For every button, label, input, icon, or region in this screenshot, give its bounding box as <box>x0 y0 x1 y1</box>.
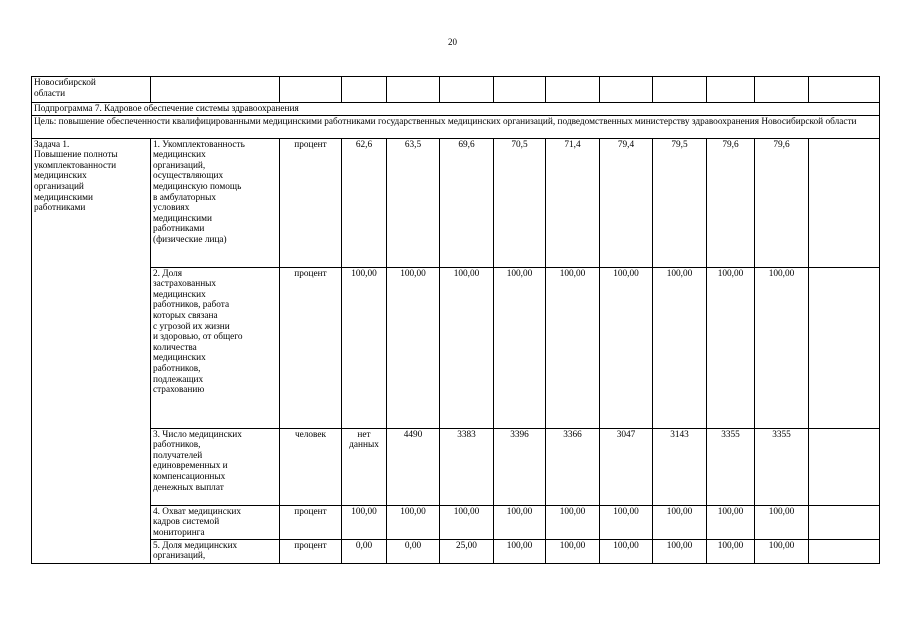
value-cell: 0,00 <box>342 539 387 563</box>
value-cell: 100,00 <box>653 505 707 539</box>
value-cell: 3355 <box>707 428 755 505</box>
value-cell: 4490 <box>387 428 440 505</box>
value-cell: 3355 <box>755 428 809 505</box>
value-cell: 3143 <box>653 428 707 505</box>
value-cell <box>809 539 880 563</box>
indicator-cell: 3. Число медицинских работников, получателей единовременных и компенсационных денежных выплат <box>151 428 280 505</box>
page-number: 20 <box>448 37 457 47</box>
region-label-cell: Новосибирской области <box>32 77 151 103</box>
empty-cell <box>494 77 546 103</box>
value-cell: 25,00 <box>440 539 494 563</box>
value-cell: нет данных <box>342 428 387 505</box>
value-cell: 100,00 <box>494 505 546 539</box>
table-row <box>32 267 880 428</box>
unit-cell: человек <box>280 428 342 505</box>
value-cell: 3383 <box>440 428 494 505</box>
empty-cell <box>440 77 494 103</box>
value-cell: 3396 <box>494 428 546 505</box>
value-cell <box>809 138 880 267</box>
empty-cell <box>707 77 755 103</box>
value-cell: 79,6 <box>707 138 755 267</box>
value-cell: 100,00 <box>755 267 809 428</box>
unit-cell: процент <box>280 505 342 539</box>
value-cell: 63,5 <box>387 138 440 267</box>
value-cell: 79,5 <box>653 138 707 267</box>
value-cell: 3047 <box>600 428 653 505</box>
value-cell: 100,00 <box>755 539 809 563</box>
value-cell: 100,00 <box>440 505 494 539</box>
indicator-cell: 1. Укомплектованность медицинских организаций, осуществляющих медицинскую помощь в амбулаторных условиях медицинскими работниками (физические лица) <box>151 138 280 267</box>
value-cell <box>809 428 880 505</box>
empty-cell <box>653 77 707 103</box>
value-cell: 100,00 <box>546 539 600 563</box>
empty-cell <box>280 77 342 103</box>
value-cell: 79,6 <box>755 138 809 267</box>
value-cell: 100,00 <box>707 505 755 539</box>
unit-cell: процент <box>280 138 342 267</box>
value-cell: 100,00 <box>600 539 653 563</box>
table-row <box>32 428 880 505</box>
value-cell: 100,00 <box>707 539 755 563</box>
empty-cell <box>809 77 880 103</box>
unit-cell: процент <box>280 539 342 563</box>
table-row <box>32 103 880 116</box>
value-cell <box>809 505 880 539</box>
empty-cell <box>342 77 387 103</box>
value-cell: 100,00 <box>342 505 387 539</box>
value-cell: 70,5 <box>494 138 546 267</box>
value-cell: 100,00 <box>653 267 707 428</box>
value-cell: 100,00 <box>600 505 653 539</box>
value-cell: 71,4 <box>546 138 600 267</box>
value-cell: 100,00 <box>342 267 387 428</box>
value-cell: 69,6 <box>440 138 494 267</box>
value-cell: 100,00 <box>494 539 546 563</box>
table-row <box>32 505 880 539</box>
table-row <box>32 539 880 563</box>
value-cell <box>809 267 880 428</box>
value-cell: 100,00 <box>653 539 707 563</box>
table-row <box>32 77 880 103</box>
value-cell: 0,00 <box>387 539 440 563</box>
empty-cell <box>600 77 653 103</box>
value-cell: 100,00 <box>600 267 653 428</box>
empty-cell <box>755 77 809 103</box>
indicator-cell: 2. Доля застрахованных медицинских работников, работа которых связана с угрозой их жизни и здоровью, от общего количества медицинских работников, подлежащих страхованию <box>151 267 280 428</box>
value-cell: 100,00 <box>440 267 494 428</box>
value-cell: 100,00 <box>494 267 546 428</box>
value-cell: 100,00 <box>546 505 600 539</box>
value-cell: 100,00 <box>546 267 600 428</box>
indicator-cell: 4. Охват медицинских кадров системой мониторинга <box>151 505 280 539</box>
empty-cell <box>387 77 440 103</box>
goal-text: Цель: повышение обеспеченности квалифицированными медицинскими работниками государственных медицинских организаций, подведомственных министерству здравоохранения Новосибирской области <box>32 115 880 138</box>
indicator-cell: 5. Доля медицинских организаций, <box>151 539 280 563</box>
value-cell: 100,00 <box>387 505 440 539</box>
empty-cell <box>546 77 600 103</box>
task-cell: Задача 1. Повышение полноты укомплектованности медицинских организаций медицинскими работниками <box>32 138 151 563</box>
value-cell: 62,6 <box>342 138 387 267</box>
value-cell: 3366 <box>546 428 600 505</box>
empty-cell <box>151 77 280 103</box>
value-cell: 100,00 <box>387 267 440 428</box>
value-cell: 100,00 <box>707 267 755 428</box>
table-row <box>32 115 880 138</box>
table-row <box>32 138 880 267</box>
value-cell: 79,4 <box>600 138 653 267</box>
value-cell: 100,00 <box>755 505 809 539</box>
indicators-table <box>31 76 880 564</box>
subprogram-title: Подпрограмма 7. Кадровое обеспечение системы здравоохранения <box>32 103 880 116</box>
unit-cell: процент <box>280 267 342 428</box>
